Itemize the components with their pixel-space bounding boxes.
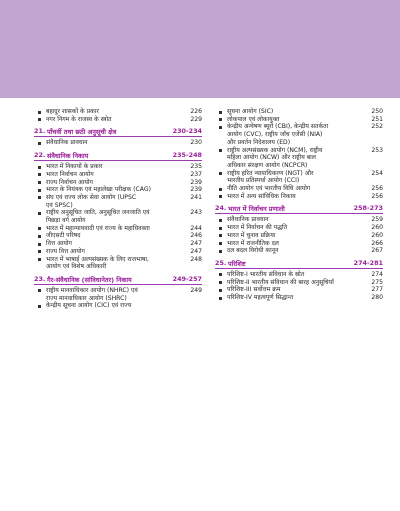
entry-page-number: 260 (371, 231, 383, 239)
toc-entry[interactable] (34, 302, 202, 310)
toc-section-heading (34, 274, 202, 285)
entry-page-number: 260 (371, 224, 383, 232)
section-num: 25. (215, 258, 227, 267)
bullet-square-icon (219, 289, 222, 292)
entry-page-number: 229 (190, 115, 202, 123)
entry-page-number: 248 (190, 255, 202, 263)
section-title: भारत में निर्वाचन प्रणाली (228, 205, 285, 214)
entry-title: भारत में अन्य सांविधिक निकाय (227, 192, 296, 200)
entry-title: भारत में भाषाई अल्पसंख्यक के लिए राजभाषा, आयोग एवं विशेष अधिकारी (46, 255, 149, 271)
entry-title: राष्ट्रीय अनुसूचित जाति, अनुसूचित जनजाति एवं पिछड़ा वर्ग आयोग (46, 209, 150, 225)
toc-entry[interactable] (34, 139, 202, 147)
toc-entry[interactable] (34, 232, 202, 240)
entry-page-number: 244 (190, 224, 202, 232)
toc-entry[interactable] (34, 163, 202, 171)
entry-title: सूचना आयोग (SIC) (227, 108, 274, 115)
toc-entry[interactable] (215, 185, 383, 193)
entry-title: परिशिष्ट-III सर्वोत्तम क्रम (227, 286, 281, 294)
entry-title: जीएसटी परिषद (46, 232, 81, 240)
section-range: 274-281 (353, 258, 383, 267)
bullet-square-icon (219, 273, 222, 276)
bullet-square-icon (219, 149, 222, 152)
bullet-square-icon (38, 289, 41, 292)
toc-columns (34, 108, 386, 503)
bullet-square-icon (219, 297, 222, 300)
section-title: परिशिष्ट (228, 259, 246, 268)
entry-page-number: 246 (190, 232, 202, 240)
toc-entry[interactable] (215, 108, 383, 116)
bullet-square-icon (219, 126, 222, 129)
toc-entry[interactable] (34, 194, 202, 209)
entry-page-number: 247 (190, 240, 202, 248)
bullet-square-icon (38, 166, 41, 169)
toc-entry[interactable] (215, 286, 383, 294)
entry-page-number: 251 (371, 115, 383, 123)
entry-title: भारत में महान्यायवादी एवं राज्य के महाधिवक्ता (46, 224, 150, 232)
entry-page-number: 275 (371, 278, 383, 286)
entry-title: भारत के नियंत्रक एवं महालेखा परीक्षक (CAG) (46, 186, 151, 194)
entry-page-number: 277 (371, 286, 383, 294)
bullet-square-icon (219, 172, 222, 175)
toc-entry[interactable] (34, 108, 202, 116)
bullet-square-icon (38, 142, 41, 145)
entry-title: केन्द्रीय सूचना आयोग (CIC) एवं राज्य (46, 302, 132, 310)
entry-page-number: 256 (371, 192, 383, 200)
entry-title: परिशिष्ट-I भारतीय संविधान के स्रोत (227, 270, 305, 278)
bullet-square-icon (38, 118, 41, 121)
toc-entry[interactable] (34, 256, 202, 271)
bullet-square-icon (38, 196, 41, 199)
entry-page-number: 266 (371, 239, 383, 247)
bullet-square-icon (219, 281, 222, 284)
bullet-square-icon (219, 219, 222, 222)
entry-title: परिशिष्ट-II भारतीय संविधान की बारह अनुसूचियाँ (227, 278, 334, 286)
bullet-square-icon (219, 227, 222, 230)
toc-entry[interactable] (215, 193, 383, 201)
entry-page-number: 254 (371, 169, 383, 177)
entry-title: राष्ट्रीय अल्पसंख्यक आयोग (NCM), राष्ट्रीय महिला आयोग (NCW) और राष्ट्रीय बाल अधिकार संरक्षण आयोग (NCPCR) (227, 146, 323, 169)
entry-title: राज्य वित्त आयोग (46, 247, 85, 255)
toc-entry[interactable] (34, 171, 202, 179)
entry-page-number: 252 (371, 123, 383, 131)
toc-left-column (34, 108, 202, 310)
toc-entry[interactable] (215, 216, 383, 224)
bullet-square-icon (38, 212, 41, 215)
section-title: पाँचवीं तथा छठी अनुसूची क्षेत्र (47, 128, 117, 137)
entry-page-number: 250 (371, 108, 383, 115)
bullet-square-icon (219, 111, 222, 114)
header-band (0, 0, 400, 98)
entry-page-number: 247 (190, 247, 202, 255)
section-num: 22. (34, 151, 46, 160)
toc-entry[interactable] (215, 294, 383, 302)
entry-title: संवैधानिक प्रावधान (227, 216, 269, 224)
bullet-square-icon (219, 250, 222, 253)
entry-page-number: 259 (371, 216, 383, 224)
toc-entry[interactable] (34, 287, 202, 302)
bullet-square-icon (219, 118, 222, 121)
entry-page-number: 241 (190, 193, 202, 201)
entry-page-number: 274 (371, 270, 383, 278)
bullet-square-icon (38, 181, 41, 184)
toc-entry[interactable] (215, 147, 383, 170)
entry-title: केन्द्रीय अन्वेषण ब्यूरो (CBI), केन्द्रीय सतर्कता आयोग (CVC), राष्ट्रीय जाँच एजेंसी (NIA) और प्रवर्तन निदेशालय (ED) (227, 123, 329, 146)
entry-title: राष्ट्रीय मानवाधिकार आयोग (NHRC) एवं राज्य मानवाधिकार आयोग (SHRC) (46, 286, 138, 302)
section-title: संवैधानिक निकाय (47, 152, 89, 161)
toc-entry[interactable] (34, 240, 202, 248)
entry-page-number: 230 (190, 139, 202, 147)
toc-section-heading (215, 258, 383, 269)
toc-section-heading (34, 126, 202, 137)
section-range: 258-273 (353, 204, 383, 213)
entry-page-number: 280 (371, 294, 383, 302)
toc-section-heading (34, 150, 202, 161)
bullet-square-icon (38, 227, 41, 230)
entry-page-number: 249 (190, 286, 202, 294)
entry-page-number: 237 (190, 170, 202, 178)
entry-title: नगर निगम के राजस्व के स्त्रोत (46, 115, 112, 123)
entry-title: भारत में राजनीतिक दल (227, 239, 279, 247)
bullet-square-icon (219, 195, 222, 198)
entry-page-number: 243 (190, 209, 202, 217)
toc-entry[interactable] (34, 186, 202, 194)
toc-entry[interactable] (34, 116, 202, 124)
entry-title: लोकपाल एवं लोकायुक्त (227, 115, 280, 123)
section-num: 23. (34, 274, 46, 283)
toc-entry[interactable] (215, 232, 383, 240)
entry-title: भारत में निकायों के प्रकार (46, 163, 103, 171)
entry-title: राष्ट्रीय हरित न्यायाधिकरण (NGT) और भारतीय प्रतिस्पर्धा आयोग (CCI) (227, 169, 314, 185)
bullet-square-icon (219, 242, 222, 245)
toc-entry[interactable] (215, 123, 383, 146)
bullet-square-icon (38, 258, 41, 261)
bullet-square-icon (38, 235, 41, 238)
bullet-square-icon (38, 305, 41, 308)
toc-entry[interactable] (215, 271, 383, 279)
entry-page-number: 226 (190, 108, 202, 115)
entry-page-number: 239 (190, 178, 202, 186)
toc-entry[interactable] (215, 247, 383, 255)
bullet-square-icon (219, 234, 222, 237)
entry-page-number: 239 (190, 186, 202, 194)
toc-entry[interactable] (34, 248, 202, 256)
bullet-square-icon (38, 173, 41, 176)
entry-page-number: 253 (371, 146, 383, 154)
entry-title: परिशिष्ट-IV महत्वपूर्ण सिद्धान्त (227, 294, 294, 302)
toc-right-column (215, 108, 383, 302)
toc-section-heading (215, 203, 383, 214)
entry-page-number: 256 (371, 185, 383, 193)
entry-title: बहादुर शासकों के प्रकार (46, 108, 99, 115)
section-range: 235-248 (172, 151, 202, 160)
bullet-square-icon (38, 250, 41, 253)
entry-title: राज्य निर्वाचन आयोग (46, 178, 93, 186)
entry-title: भारत में चुनाव प्रक्रिया (227, 231, 276, 239)
section-range: 230-234 (172, 127, 202, 136)
toc-entry[interactable] (215, 224, 383, 232)
toc-entry[interactable] (34, 209, 202, 224)
bullet-square-icon (38, 243, 41, 246)
entry-title: संघ एवं राज्य लोक सेवा आयोग (UPSC एवं SPSC) (46, 193, 137, 209)
entry-title: संवैधानिक प्रावधान (46, 139, 88, 147)
entry-page-number: 267 (371, 247, 383, 255)
bullet-square-icon (38, 111, 41, 114)
section-range: 249-257 (172, 274, 202, 283)
section-num: 21. (34, 127, 46, 136)
toc-entry[interactable] (215, 170, 383, 185)
section-title: गैर-संवैधानिक (सांविधानेतर) निकाय (47, 275, 132, 284)
entry-title: दल बदल विरोधी कानून (227, 247, 279, 255)
entry-page-number: 235 (190, 163, 202, 171)
section-num: 24. (215, 204, 227, 213)
entry-title: भारत निर्वाचन आयोग (46, 170, 94, 178)
entry-title: नीति आयोग एवं भारतीय विधि आयोग (227, 185, 311, 193)
bullet-square-icon (38, 189, 41, 192)
entry-title: भारत में निर्वाचन की पद्धति (227, 224, 288, 232)
entry-title: वित्त आयोग (46, 240, 72, 248)
bullet-square-icon (219, 188, 222, 191)
